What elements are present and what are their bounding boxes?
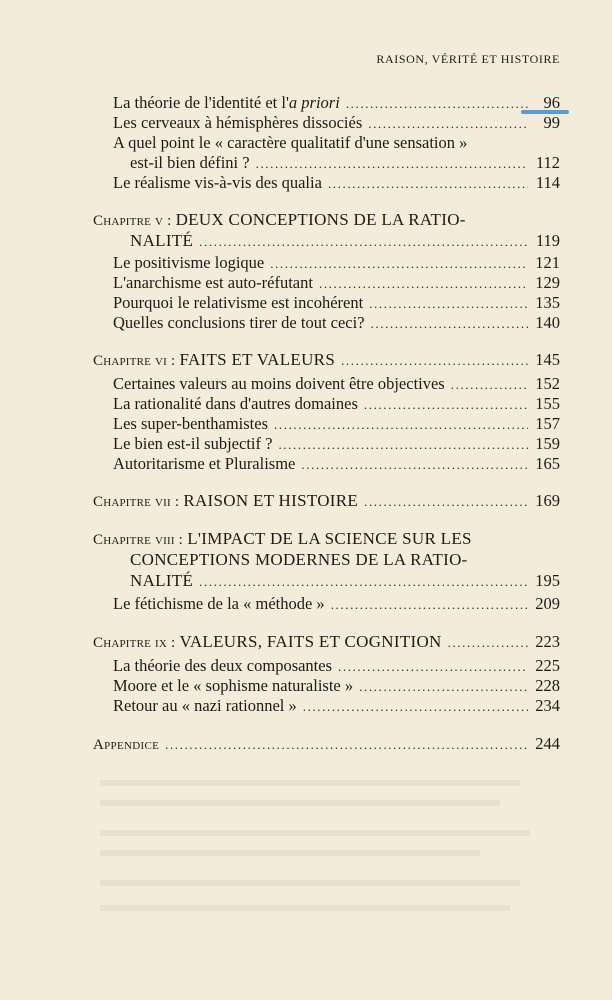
chapter-heading-continuation	[130, 230, 560, 252]
page-number: 96	[543, 93, 560, 112]
chapter-title: VALEURS, FAITS ET COGNITION	[179, 632, 442, 651]
chapter-heading	[93, 631, 560, 653]
page-number: 223	[535, 632, 560, 651]
chapter-label: Chapitre viii :	[93, 532, 184, 548]
entry-title: est-il bien défini ?	[130, 153, 250, 172]
entry-title: Quelles conclusions tirer de tout ceci?	[113, 313, 365, 332]
page-number: 155	[535, 394, 560, 413]
page-number: 209	[535, 594, 560, 613]
page-number: 244	[535, 734, 560, 753]
leader-dots	[364, 491, 528, 513]
chapter-heading-continuation	[130, 570, 560, 592]
chapter-title: RAISON ET HISTOIRE	[183, 491, 359, 510]
page-number: 228	[535, 676, 560, 695]
entry-title: Le fétichisme de la « méthode »	[113, 594, 325, 613]
page-number: 195	[535, 571, 560, 590]
entry-title: La théorie des deux composantes	[113, 656, 333, 675]
leader-dots	[371, 313, 528, 335]
page-number: 165	[535, 454, 560, 473]
chapter-label: Chapitre vii :	[93, 494, 180, 510]
toc-entry-continuation	[130, 152, 560, 174]
toc-entry	[113, 413, 560, 435]
entry-title: Appendice	[93, 737, 160, 753]
leader-dots	[328, 173, 528, 195]
toc-entry	[113, 132, 560, 154]
running-head: RAISON, VÉRITÉ ET HISTOIRE	[376, 52, 560, 66]
toc-entry	[113, 112, 560, 134]
leader-dots	[448, 632, 528, 654]
toc-entry-appendix	[93, 733, 560, 755]
chapter-label: Chapitre ix :	[93, 635, 176, 651]
page-number: 119	[535, 231, 560, 250]
toc-entry	[113, 312, 560, 334]
leader-dots	[303, 696, 528, 718]
chapter-title: NALITÉ	[130, 571, 194, 590]
toc-entry	[113, 393, 560, 415]
page-number: 114	[535, 173, 560, 192]
toc-entry	[113, 172, 560, 194]
entry-title: Pourquoi le relativisme est incohérent	[113, 293, 364, 312]
leader-dots	[331, 594, 528, 616]
chapter-title: L'IMPACT DE LA SCIENCE SUR LES	[187, 529, 472, 548]
entry-title: Les super-benthamistes	[113, 414, 269, 433]
chapter-heading	[93, 528, 560, 550]
chapter-heading-continuation	[130, 549, 560, 571]
toc-entry	[113, 272, 560, 294]
toc-entry	[113, 593, 560, 615]
chapter-title: FAITS ET VALEURS	[179, 350, 336, 369]
page-number: 169	[535, 491, 560, 510]
chapter-heading	[93, 490, 560, 512]
entry-title: Moore et le « sophisme naturaliste »	[113, 676, 354, 695]
page-number: 140	[535, 313, 560, 332]
entry-title: La théorie de l'identité et l'	[113, 93, 289, 112]
toc-entry	[113, 373, 560, 395]
leader-dots	[199, 231, 528, 253]
chapter-title: CONCEPTIONS MODERNES DE LA RATIO-	[130, 550, 468, 569]
toc-entry	[113, 695, 560, 717]
toc-entry	[113, 252, 560, 274]
toc-entry	[113, 92, 560, 114]
page-number: 99	[543, 113, 560, 132]
chapter-title: NALITÉ	[130, 231, 194, 250]
page-number: 152	[535, 374, 560, 393]
page-number: 234	[535, 696, 560, 715]
page-number: 159	[535, 434, 560, 453]
page-number: 112	[535, 153, 560, 172]
leader-dots	[301, 454, 528, 476]
toc-entry	[113, 292, 560, 314]
chapter-label: Chapitre v :	[93, 213, 172, 229]
page-number: 135	[535, 293, 560, 312]
entry-title: Autoritarisme et Pluralisme	[113, 454, 296, 473]
entry-title: Certaines valeurs au moins doivent être objectives	[113, 374, 445, 393]
leader-dots	[199, 571, 528, 593]
page-number: 145	[535, 350, 560, 369]
leader-dots	[165, 734, 528, 756]
chapter-title: DEUX CONCEPTIONS DE LA RATIO-	[175, 210, 466, 229]
chapter-heading	[93, 209, 560, 231]
toc-entry	[113, 675, 560, 697]
entry-title: Les cerveaux à hémisphères dissociés	[113, 113, 363, 132]
entry-title: Retour au « nazi rationnel »	[113, 696, 297, 715]
entry-title-italic: a priori	[288, 93, 340, 112]
toc-entry	[113, 453, 560, 475]
entry-title: L'anarchisme est auto-réfutant	[113, 273, 313, 292]
page-number: 129	[535, 273, 560, 292]
chapter-label: Chapitre vi :	[93, 353, 176, 369]
toc-entry	[113, 433, 560, 455]
page-number: 121	[535, 253, 560, 272]
entry-title: A quel point le « caractère qualitatif d'une sensation »	[113, 133, 468, 152]
page-number: 157	[535, 414, 560, 433]
entry-title: Le bien est-il subjectif ?	[113, 434, 273, 453]
leader-dots	[341, 350, 528, 372]
entry-title: Le positivisme logique	[113, 253, 265, 272]
toc-entry	[113, 655, 560, 677]
chapter-heading	[93, 349, 560, 371]
entry-title: Le réalisme vis-à-vis des qualia	[113, 173, 322, 192]
entry-title: La rationalité dans d'autres domaines	[113, 394, 358, 413]
page-number: 225	[535, 656, 560, 675]
